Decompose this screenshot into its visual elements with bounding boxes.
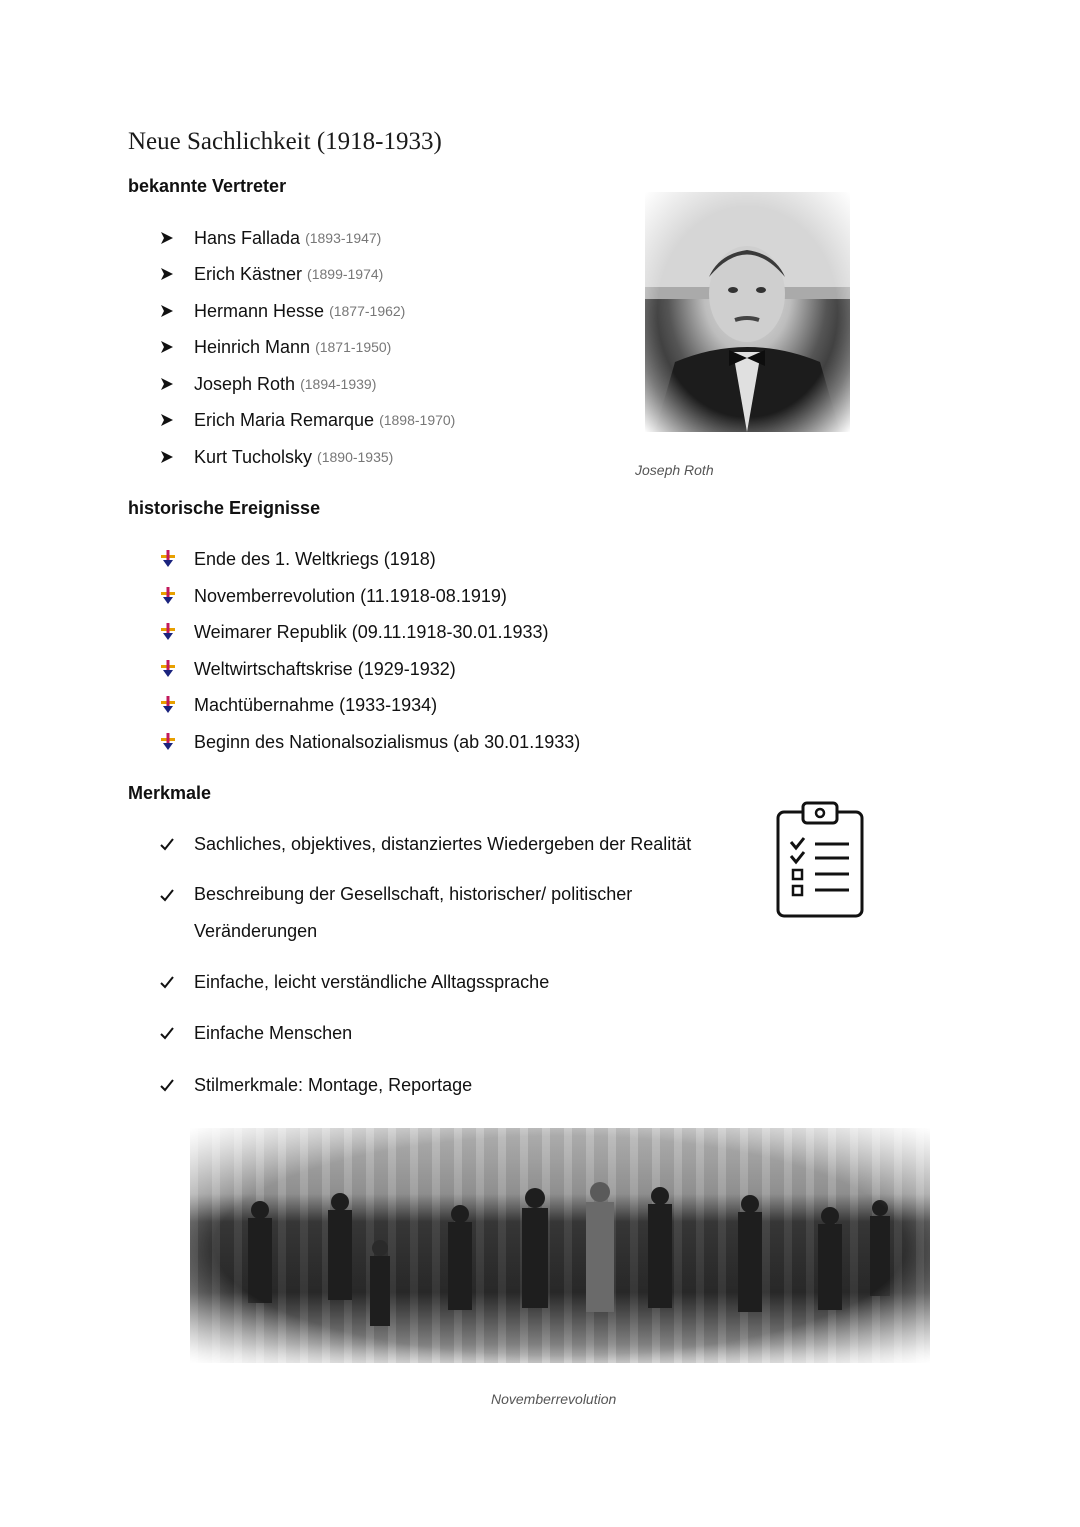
colored-cross-bullet-icon (160, 696, 194, 714)
portrait-photo-joseph-roth (645, 192, 850, 432)
arrowhead-bullet-icon (160, 450, 194, 464)
photo-caption: Novemberrevolution (491, 1391, 617, 1407)
list-item (160, 692, 437, 718)
author-name: Hans Fallada (194, 227, 301, 248)
arrowhead-bullet-icon (160, 413, 194, 427)
author-years: (1877-1962) (329, 303, 406, 319)
page-title: Neue Sachlichkeit (1918-1933) (128, 128, 442, 155)
photo-novemberrevolution (190, 1128, 930, 1363)
event-text: Machtübernahme (1933-1934) (194, 694, 438, 715)
colored-cross-bullet-icon (160, 550, 194, 568)
author-name: Heinrich Mann (194, 336, 311, 357)
list-item (160, 969, 549, 995)
list-item (160, 298, 405, 324)
section-heading-ereignisse: historische Ereignisse (128, 498, 321, 518)
crowd-silhouettes (190, 1128, 930, 1363)
author-name: Erich Kästner (194, 263, 303, 284)
list-item (160, 1072, 472, 1098)
event-text: Weltwirtschaftskrise (1929-1932) (194, 658, 456, 679)
list-item (160, 619, 549, 645)
author-name: Erich Maria Remarque (194, 409, 375, 430)
checkmark-icon (160, 1026, 194, 1040)
arrowhead-bullet-icon (160, 377, 194, 391)
arrowhead-bullet-icon (160, 231, 194, 245)
list-item (160, 371, 376, 397)
checkmark-icon (160, 837, 194, 851)
feature-text: Einfache, leicht verständliche Alltagssprache (194, 971, 550, 992)
author-years: (1898-1970) (379, 412, 456, 428)
author-name: Joseph Roth (194, 373, 296, 394)
list-item (160, 729, 580, 755)
section-heading-merkmale: Merkmale (128, 783, 212, 803)
author-years: (1893-1947) (305, 230, 382, 246)
event-text: Ende des 1. Weltkriegs (1918) (194, 548, 436, 569)
portrait-figure (645, 192, 850, 432)
author-name: Hermann Hesse (194, 300, 325, 321)
section-heading-vertreter: bekannte Vertreter (128, 176, 287, 196)
list-item (160, 334, 391, 360)
list-item (160, 656, 456, 682)
author-name: Kurt Tucholsky (194, 446, 313, 467)
author-years: (1894-1939) (300, 376, 377, 392)
author-years: (1890-1935) (317, 449, 394, 465)
list-item (160, 407, 455, 433)
arrowhead-bullet-icon (160, 340, 194, 354)
list-item (160, 546, 436, 572)
event-text: Beginn des Nationalsozialismus (ab 30.01.1933) (194, 731, 581, 752)
checkmark-icon (160, 1078, 194, 1092)
colored-cross-bullet-icon (160, 587, 194, 605)
photo-caption: Joseph Roth (635, 462, 714, 478)
colored-cross-bullet-icon (160, 623, 194, 641)
list-item (160, 1020, 352, 1046)
colored-cross-bullet-icon (160, 733, 194, 751)
author-years: (1899-1974) (307, 266, 384, 282)
event-text: Weimarer Republik (09.11.1918-30.01.1933) (194, 621, 549, 642)
colored-cross-bullet-icon (160, 660, 194, 678)
arrowhead-bullet-icon (160, 304, 194, 318)
clipboard-checklist-icon (775, 800, 865, 920)
list-item (160, 261, 383, 287)
checkmark-icon (160, 882, 190, 908)
checkmark-icon (160, 975, 194, 989)
feature-text: Stilmerkmale: Montage, Reportage (194, 1074, 473, 1095)
event-text: Novemberrevolution (11.1918-08.1919) (194, 585, 507, 606)
list-item (160, 831, 691, 857)
list-item (160, 444, 393, 470)
feature-text: Sachliches, objektives, distanziertes Wiedergeben der Realität (194, 833, 692, 854)
list-item (160, 583, 507, 609)
feature-text: Einfache Menschen (194, 1022, 353, 1043)
feature-text: Beschreibung der Gesellschaft, historischer/ politischer Veränderungen (194, 884, 633, 941)
list-item (160, 225, 381, 251)
author-years: (1871-1950) (315, 339, 392, 355)
arrowhead-bullet-icon (160, 267, 194, 281)
